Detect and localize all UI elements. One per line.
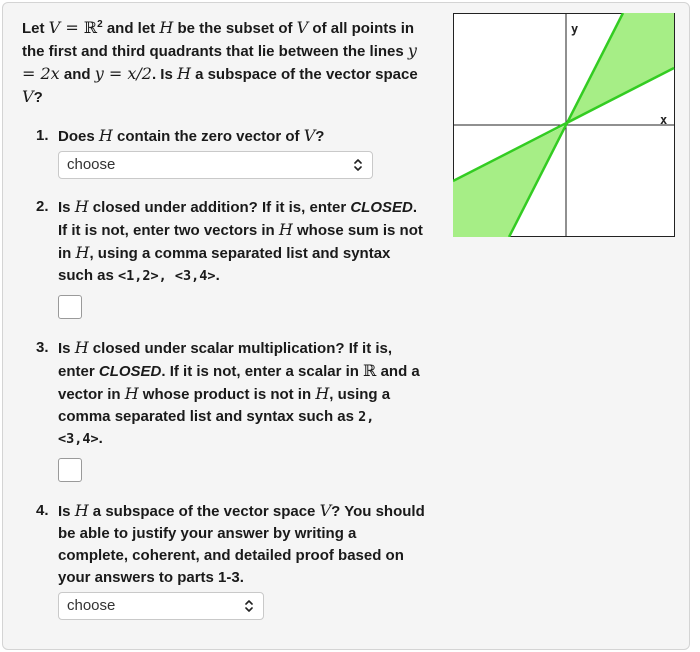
question-number: 1. xyxy=(36,127,49,144)
chevron-up-down-icon xyxy=(245,599,253,613)
select-value: choose xyxy=(67,597,116,614)
zero-vector-select[interactable] xyxy=(58,151,373,179)
question-number: 4. xyxy=(36,502,49,519)
x-axis-label: x xyxy=(660,113,668,127)
region-graph xyxy=(453,13,675,237)
scalar-multiplication-answer-box[interactable] xyxy=(58,458,82,482)
question-1 xyxy=(36,125,426,179)
addition-answer-box[interactable] xyxy=(58,295,82,319)
question-number: 2. xyxy=(36,198,49,215)
problem-statement: Let V = ℝ$^2$ and let H be the subset of V of all points in the first and third quadrants that lie between the lines y = 2x and y = x/2. Is H a subspace of the vector space V? xyxy=(22,18,418,106)
question-3 xyxy=(36,337,426,482)
subspace-select[interactable] xyxy=(58,592,264,620)
question-number: 3. xyxy=(36,339,49,356)
question-4 xyxy=(36,500,426,620)
select-value: choose xyxy=(67,156,116,173)
chevron-up-down-icon xyxy=(354,158,362,172)
question-text: Is H closed under addition? If it is, enter CLOSED. If it is not, enter two vectors in H whose sum is not in H, using a comma separated list and syntax such as <1,2>, <3,4>. xyxy=(58,197,423,284)
y-axis-label: y xyxy=(571,22,579,36)
question-2 xyxy=(36,196,426,319)
question-text: Does H contain the zero vector of V? xyxy=(58,126,325,145)
question-text: Is H closed under scalar multiplication? If it is, enter CLOSED. If it is not, enter a scalar in ℝ and a vector in H whose product is not in H, using a comma separated list and syntax such as 2, <3,4>. xyxy=(58,338,420,447)
question-text: Is H a subspace of the vector space V? You should be able to justify your answer by writing a complete, coherent, and detailed proof based on your answers to parts 1-3. xyxy=(58,501,425,586)
